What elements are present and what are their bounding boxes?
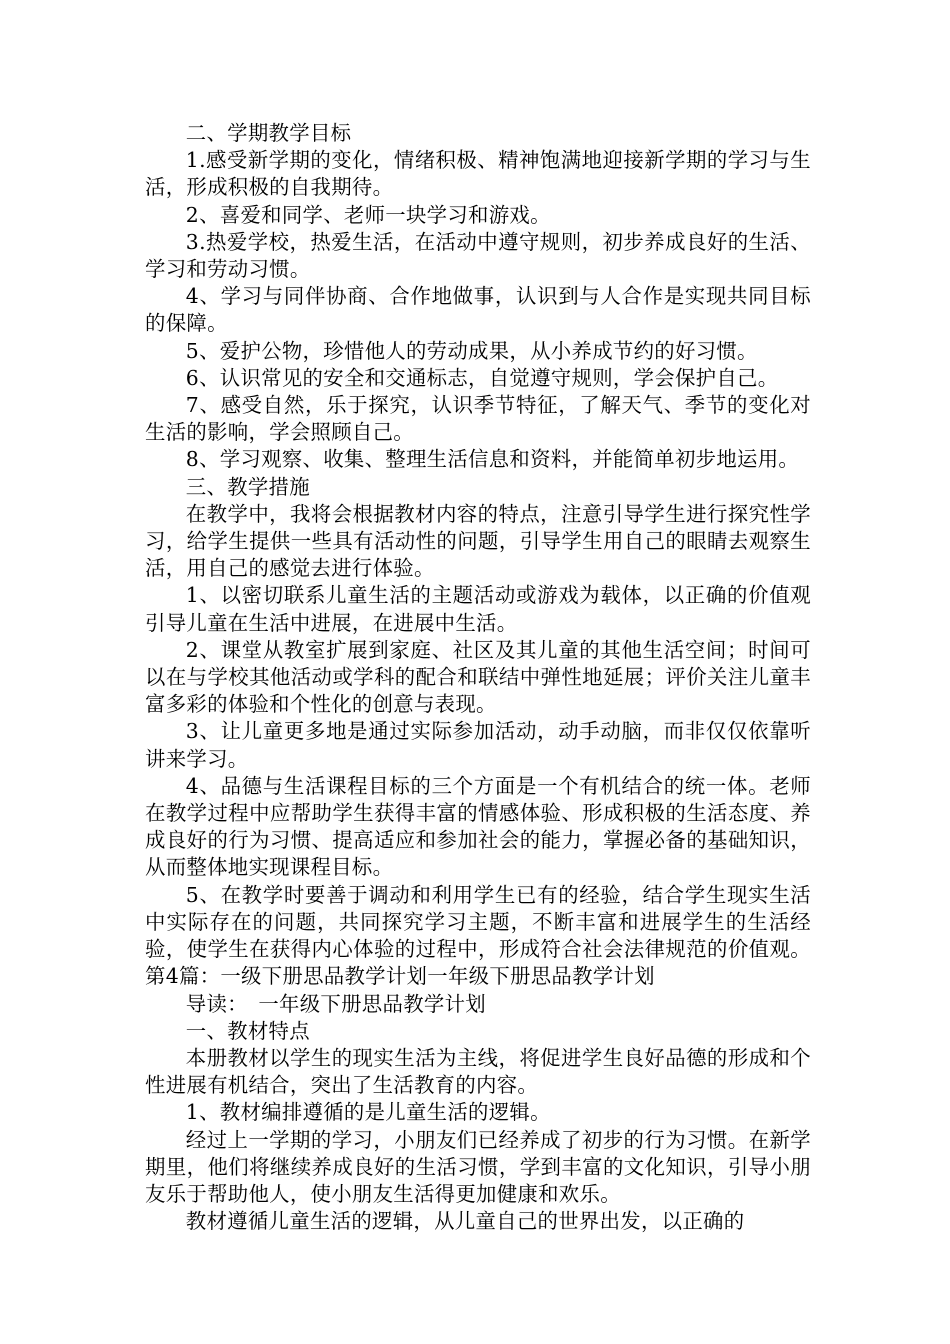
paragraph-goal-5: 5、爱护公物，珍惜他人的劳动成果，从小养成节约的好习惯。 — [185, 338, 758, 363]
paragraph-goal-8: 8、学习观察、收集、整理生活信息和资料，并能简单初步地运用。 — [185, 447, 800, 472]
paragraph-measure-5: 5、在教学时要善于调动和利用学生已有的经验，结合学生现实生活中实际存在的问题，共同探究学习主题，不断丰富和进展学生的生活经验，使学生在获得内心体验的过程中，形成符合社会法律规范的价值观。第4篇：一级下册思品教学计划一年级下册思品教学计划 — [145, 882, 811, 989]
paragraph-goal-3: 3.热爱学校，热爱生活，在活动中遵守规则，初步养成良好的生活、学习和劳动习惯。 — [145, 229, 811, 282]
section-heading-goals: 二、学期教学目标 — [185, 121, 352, 145]
paragraph-feature-1-logic: 教材遵循儿童生活的逻辑，从儿童自己的世界出发，以正确的 — [185, 1209, 745, 1234]
paragraph-goal-6: 6、认识常见的安全和交通标志，自觉遵守规则，学会保护自己。 — [185, 365, 779, 390]
paragraph-goal-1: 1.感受新学期的变化，情绪积极、精神饱满地迎接新学期的学习与生活，形成积极的自我期待。 — [145, 148, 811, 200]
paragraph-features-intro: 本册教材以学生的现实生活为主线，将促进学生良好品德的形成和个性进展有机结合，突出了生活教育的内容。 — [145, 1045, 811, 1098]
paragraph-measure-2: 2、课堂从教室扩展到家庭、社区及其儿童的其他生活空间；时间可以在与学校其他活动或学科的配合和联结中弹性地延展；评价关注儿童丰富多彩的体验和个性化的创意与表现。 — [145, 637, 811, 717]
document-page — [145, 120, 811, 1235]
paragraph-goal-2: 2、喜爱和同学、老师一块学习和游戏。 — [185, 202, 551, 227]
paragraph-measure-4: 4、品德与生活课程目标的三个方面是一个有机结合的统一体。老师在教学过程中应帮助学生获得丰富的情感体验、形成积极的生活态度、养成良好的行为习惯、提高适应和参加社会的能力，掌握必备的基础知识，从而整体地实现课程目标。 — [145, 773, 811, 880]
paragraph-goal-4: 4、学习与同伴协商、合作地做事，认识到与人合作是实现共同目标的保障。 — [145, 284, 811, 336]
section-heading-measures: 三、教学措施 — [185, 474, 310, 499]
section-heading-features: 一、教材特点 — [185, 1018, 310, 1043]
paragraph-feature-1: 1、教材编排遵循的是儿童生活的逻辑。 — [185, 1100, 551, 1125]
paragraph-measure-3: 3、让儿童更多地是通过实际参加活动，动手动脑，而非仅仅依靠听讲来学习。 — [145, 719, 811, 771]
paragraph-goal-7: 7、感受自然，乐于探究，认识季节特征，了解天气、季节的变化对生活的影响，学会照顾自己。 — [145, 393, 811, 445]
paragraph-feature-1-detail: 经过上一学期的学习，小朋友们已经养成了初步的行为习惯。在新学期里，他们将继续养成良好的生活习惯，学到丰富的文化知识，引导小朋友乐于帮助他人，使小朋友生活得更加健康和欢乐。 — [145, 1127, 811, 1206]
paragraph-measure-1: 1、以密切联系儿童生活的主题活动或游戏为载体，以正确的价值观引导儿童在生活中进展，在进展中生活。 — [145, 583, 811, 635]
paragraph-guide: 导读： 一年级下册思品教学计划 — [185, 991, 486, 1016]
paragraph-measures-intro: 在教学中，我将会根据教材内容的特点，注意引导学生进行探究性学习，给学生提供一些具有活动性的问题，引导学生用自己的眼睛去观察生活，用自己的感觉去进行体验。 — [145, 501, 811, 581]
